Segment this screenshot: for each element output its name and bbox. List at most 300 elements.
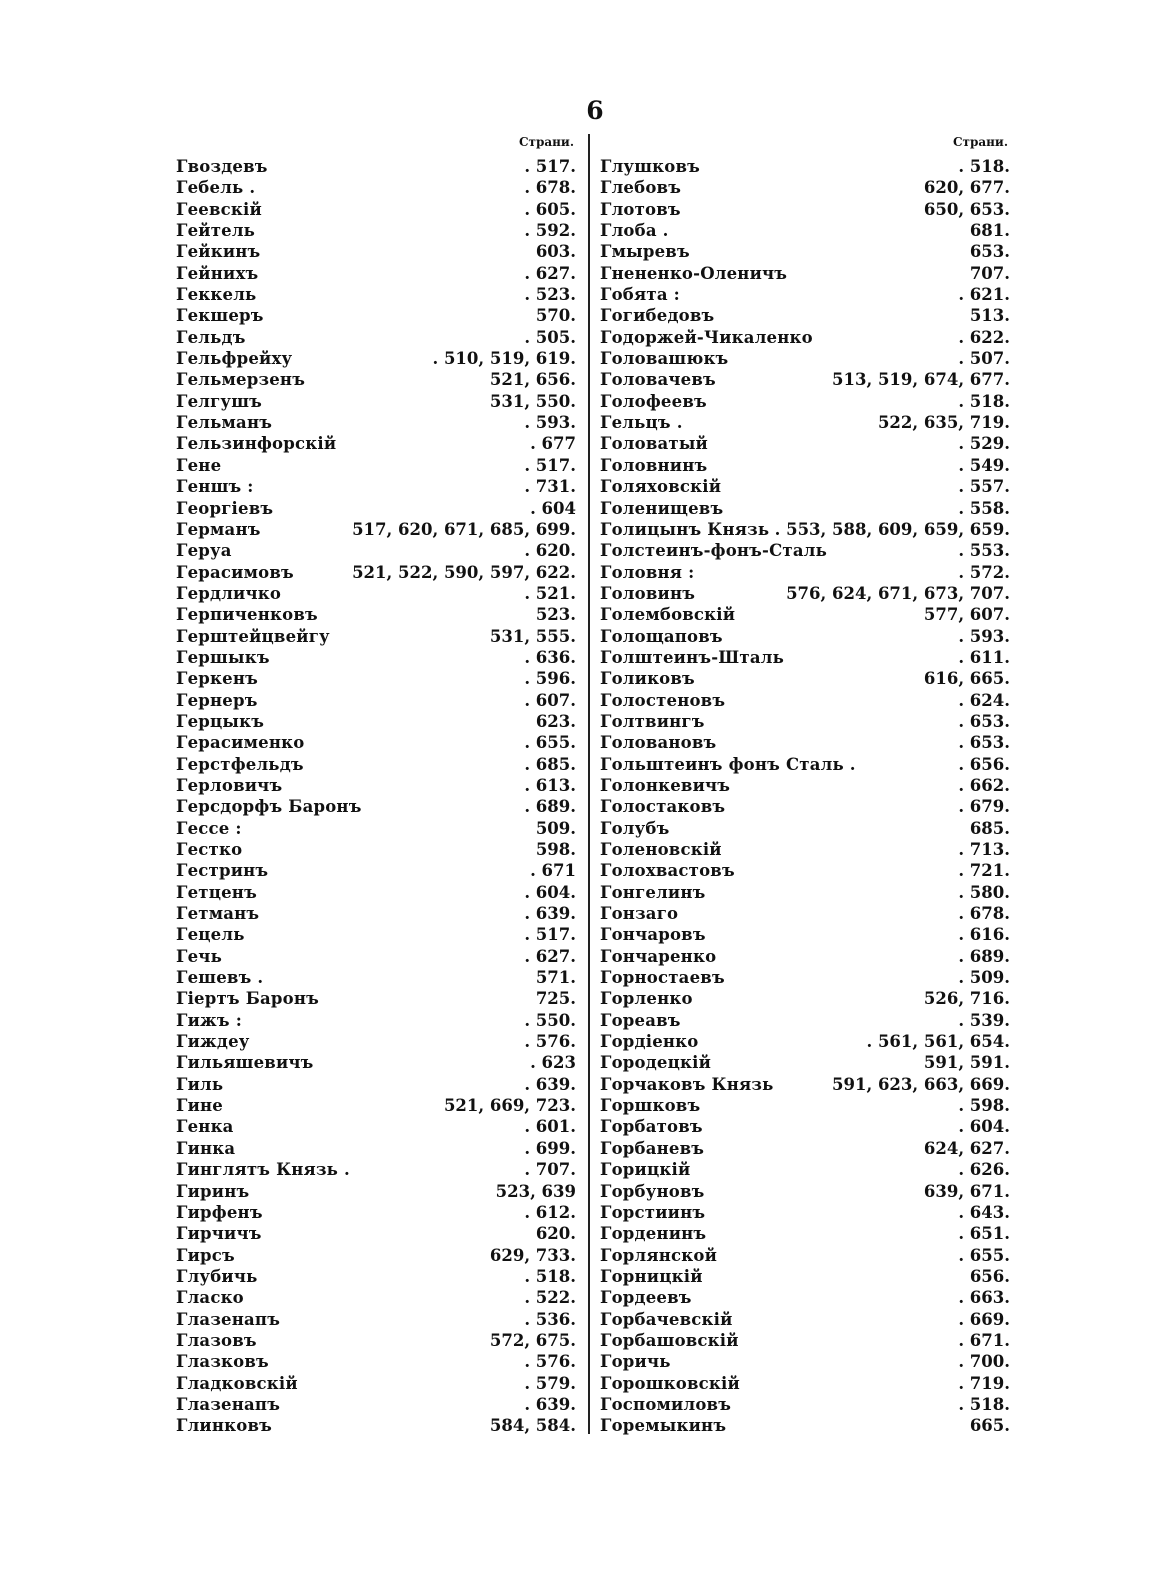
entry-name: Горемыкинъ: [600, 1416, 727, 1436]
entry-pages: . 643.: [958, 1202, 1010, 1222]
index-entry: [600, 1074, 1010, 1095]
entry-name: Гестринъ: [176, 861, 269, 881]
entry-name: Герловичъ: [176, 775, 283, 795]
index-entry: [176, 519, 576, 540]
entry-pages: . 731.: [524, 477, 576, 497]
entry-pages: . 529.: [958, 434, 1010, 454]
index-entry: [176, 1394, 576, 1415]
entry-pages: . 669.: [958, 1309, 1010, 1329]
index-entry: [600, 433, 1010, 454]
index-entry: [176, 1309, 576, 1330]
entry-name: Головинъ: [600, 583, 696, 603]
entry-name: Горлянской: [600, 1245, 718, 1265]
entry-name: Голштеинъ-Шталь: [600, 647, 784, 667]
index-entry: [176, 1223, 576, 1244]
index-entry: [600, 690, 1010, 711]
entry-name: Годоржей-Чикаленко: [600, 327, 813, 347]
entry-pages: 620.: [535, 1224, 576, 1244]
entry-pages: 591, 623, 663, 669.: [832, 1074, 1010, 1094]
entry-pages: . 561, 561, 654.: [866, 1032, 1010, 1052]
index-entry: [176, 391, 576, 412]
index-entry: [600, 1245, 1010, 1266]
entry-pages: . 677: [530, 434, 576, 454]
index-entry: [176, 1116, 576, 1137]
entry-pages: . 719.: [958, 1373, 1010, 1393]
entry-pages: . 689.: [524, 797, 576, 817]
index-entry: [176, 1245, 576, 1266]
entry-pages: 584, 584.: [489, 1416, 576, 1436]
entry-name: Герпиченковъ: [176, 605, 318, 625]
entry-pages: 521, 522, 590, 597, 622.: [352, 562, 576, 582]
index-entry: [600, 1394, 1010, 1415]
index-entry: [176, 177, 576, 198]
index-entry: [600, 305, 1010, 326]
entry-pages: 650, 653.: [923, 199, 1010, 219]
entry-name: Горбашовскій: [600, 1330, 739, 1350]
entry-pages: . 604.: [524, 882, 576, 902]
index-entry: [600, 220, 1010, 241]
entry-name: Гельманъ: [176, 413, 273, 433]
entry-pages: . 655.: [524, 733, 576, 753]
entry-name: Головашюкъ: [600, 349, 729, 369]
entry-pages: . 550.: [524, 1010, 576, 1030]
entry-pages: . 685.: [524, 754, 576, 774]
index-entry: [600, 1052, 1010, 1073]
entry-name: Гейнихъ: [176, 263, 259, 283]
entry-pages: . 509.: [958, 968, 1010, 988]
index-entry: [600, 946, 1010, 967]
entry-name: Гейкинъ: [176, 242, 261, 262]
index-entry: [176, 1266, 576, 1287]
entry-name: Гельцъ .: [600, 413, 683, 433]
index-entry: [600, 156, 1010, 177]
entry-name: Гине: [176, 1096, 224, 1116]
entry-name: Гончаровъ: [600, 925, 706, 945]
entry-name: Глушковъ: [600, 157, 700, 176]
entry-name: Глоба .: [600, 221, 669, 241]
entry-pages: . 627.: [524, 263, 576, 283]
entry-name: Гелгушъ: [176, 391, 262, 411]
entry-name: Глазковъ: [176, 1352, 269, 1372]
entry-name: Геккель: [176, 285, 257, 305]
entry-pages: 521, 669, 723.: [443, 1096, 576, 1116]
entry-pages: 656.: [969, 1266, 1010, 1286]
entry-pages: 571.: [535, 968, 576, 988]
index-entry: [600, 1287, 1010, 1308]
entry-pages: . 576.: [524, 1352, 576, 1372]
entry-name: Горстиинъ: [600, 1202, 706, 1222]
entry-pages: 603.: [535, 242, 576, 262]
entry-pages: . 639.: [524, 1394, 576, 1414]
entry-name: Гершыкъ: [176, 647, 270, 667]
entry-pages: . 636.: [524, 647, 576, 667]
entry-pages: . 613.: [524, 775, 576, 795]
index-entry: [600, 348, 1010, 369]
index-entry: [176, 839, 576, 860]
entry-name: Голстеинъ-фонъ-Сталь: [600, 541, 827, 561]
entry-pages: . 663.: [958, 1288, 1010, 1308]
index-entry: [600, 498, 1010, 519]
index-entry: [600, 412, 1010, 433]
entry-name: Голенищевъ: [600, 498, 724, 518]
index-entry: [176, 220, 576, 241]
entry-name: Гейтель: [176, 221, 256, 241]
entry-name: Горденинъ: [600, 1224, 707, 1244]
entry-pages: . 507.: [958, 349, 1010, 369]
index-entry: [600, 604, 1010, 625]
entry-name: Герштейцвейгу: [176, 626, 330, 646]
entry-pages: . 593.: [524, 413, 576, 433]
entry-pages: . 607.: [524, 690, 576, 710]
index-entry: [600, 903, 1010, 924]
entry-pages: . 622.: [958, 327, 1010, 347]
entry-pages: . 627.: [524, 946, 576, 966]
page-number: 6: [586, 96, 604, 125]
entry-name: Горичь: [600, 1352, 671, 1372]
entry-pages: . 605.: [524, 199, 576, 219]
entry-name: Гернеръ: [176, 690, 258, 710]
entry-pages: . 651.: [958, 1224, 1010, 1244]
entry-pages: . 517.: [524, 925, 576, 945]
index-entry: [600, 241, 1010, 262]
index-entry: [600, 754, 1010, 775]
index-entry: [176, 156, 576, 177]
entry-pages: . 592.: [524, 221, 576, 241]
entry-pages: . 678.: [958, 904, 1010, 924]
entry-name: Горностаевъ: [600, 968, 725, 988]
entry-pages: . 604.: [958, 1117, 1010, 1137]
entry-name: Герсдорфъ Баронъ: [176, 797, 362, 817]
entry-name: Геншъ :: [176, 477, 254, 497]
entry-name: Гирсъ: [176, 1245, 235, 1265]
index-entry: [176, 412, 576, 433]
index-entry: [176, 369, 576, 390]
entry-pages: 522, 635, 719.: [877, 413, 1010, 433]
entry-name: Гельдъ: [176, 327, 246, 347]
index-entry: [600, 1116, 1010, 1137]
index-entry: [600, 369, 1010, 390]
index-entry: [176, 1031, 576, 1052]
index-entry: [176, 284, 576, 305]
index-entry: [176, 796, 576, 817]
entry-pages: 523, 639: [495, 1181, 576, 1201]
entry-name: Голицынъ Князь: [600, 519, 770, 539]
index-entry: [600, 540, 1010, 561]
index-entry: [176, 711, 576, 732]
index-entry: [600, 1181, 1010, 1202]
entry-pages: . 626.: [958, 1160, 1010, 1180]
entry-pages: . 616.: [958, 925, 1010, 945]
entry-name: Голембовскій: [600, 605, 736, 625]
entry-name: Гладковскій: [176, 1373, 298, 1393]
entry-name: Горшковъ: [600, 1096, 701, 1116]
entry-name: Гетманъ: [176, 904, 260, 924]
entry-pages: . 536.: [524, 1309, 576, 1329]
entry-pages: . 521.: [524, 583, 576, 603]
entry-pages: 521, 656.: [489, 370, 576, 390]
entry-name: Гордіенко: [600, 1032, 699, 1052]
entry-name: Головня :: [600, 562, 695, 582]
entry-name: Горицкій: [600, 1160, 691, 1180]
index-entry: [176, 690, 576, 711]
entry-name: Голубъ: [600, 818, 670, 838]
index-entry: [176, 732, 576, 753]
index-entry: [600, 882, 1010, 903]
entry-pages: . 510, 519, 619.: [432, 349, 576, 369]
entry-name: Гиждеу: [176, 1032, 250, 1052]
index-entry: [600, 562, 1010, 583]
index-entry: [176, 1287, 576, 1308]
index-entry: [176, 455, 576, 476]
entry-name: Голостаковъ: [600, 797, 726, 817]
entry-name: Горчаковъ Князь: [600, 1074, 774, 1094]
entry-name: Гонзаго: [600, 904, 679, 924]
index-entry: [176, 626, 576, 647]
entry-name: Гельзинфорскій: [176, 434, 337, 454]
index-entry: [176, 1010, 576, 1031]
index-column-right: [600, 128, 1010, 1437]
entry-name: Глотовъ: [600, 199, 681, 219]
entry-pages: 591, 591.: [923, 1053, 1010, 1073]
index-entry: [600, 1330, 1010, 1351]
entry-name: Гласко: [176, 1288, 244, 1308]
index-entry: [176, 562, 576, 583]
entry-pages: . 653.: [958, 711, 1010, 731]
entry-pages: . 699.: [524, 1138, 576, 1158]
index-entry: [176, 1373, 576, 1394]
index-entry: [600, 1159, 1010, 1180]
index-entry: [600, 1309, 1010, 1330]
index-entry: [600, 626, 1010, 647]
entry-name: Гердличко: [176, 583, 282, 603]
index-entry: [600, 1138, 1010, 1159]
index-entry: [176, 818, 576, 839]
entry-name: Гебель .: [176, 178, 256, 198]
entry-pages: . 655.: [958, 1245, 1010, 1265]
entry-pages: 639, 671.: [923, 1181, 1010, 1201]
index-entry: [600, 284, 1010, 305]
entry-pages: 526, 716.: [923, 989, 1010, 1009]
index-entry: [600, 647, 1010, 668]
index-entry: [600, 177, 1010, 198]
index-entry: [176, 583, 576, 604]
entry-name: Гіертъ Баронъ: [176, 989, 319, 1009]
index-entry: [600, 860, 1010, 881]
entry-name: Гиль: [176, 1074, 224, 1094]
entry-pages: . 518.: [524, 1266, 576, 1286]
entry-pages: 598.: [535, 840, 576, 859]
index-entry: [176, 860, 576, 881]
index-entry: [176, 647, 576, 668]
entry-name: Гессе :: [176, 818, 242, 838]
entry-name: Головнинъ: [600, 455, 708, 475]
index-entry: [600, 1415, 1010, 1436]
index-entry: [600, 732, 1010, 753]
entry-name: Глазенапъ: [176, 1394, 281, 1414]
entry-pages: 513, 519, 674, 677.: [832, 370, 1010, 390]
index-entry: [176, 604, 576, 625]
entry-name: Горбуновъ: [600, 1181, 705, 1201]
index-entry: [600, 1373, 1010, 1394]
index-entry: [176, 1159, 576, 1180]
index-entry: [176, 988, 576, 1009]
entry-name: Герасимовъ: [176, 562, 294, 582]
index-entry: [600, 1202, 1010, 1223]
entry-name: Голощаповъ: [600, 626, 723, 646]
entry-pages: . 721.: [958, 861, 1010, 881]
entry-pages: . 558.: [958, 498, 1010, 518]
index-entry: [176, 1138, 576, 1159]
entry-pages: . 624.: [958, 690, 1010, 710]
index-entry: [176, 1095, 576, 1116]
entry-name: Гирчичъ: [176, 1224, 262, 1244]
entry-name: Гордеевъ: [600, 1288, 692, 1308]
entry-pages: . 671.: [958, 1330, 1010, 1350]
entry-name: Глебовъ: [600, 178, 682, 198]
index-entry: [600, 1266, 1010, 1287]
entry-name: Голохвастовъ: [600, 861, 735, 881]
entry-pages: . 522.: [524, 1288, 576, 1308]
entry-name: Гечь: [176, 946, 222, 966]
entry-name: Гинглятъ Князь .: [176, 1160, 350, 1180]
index-entry: [176, 903, 576, 924]
index-entry: [176, 199, 576, 220]
entry-name: Германъ: [176, 519, 261, 539]
entry-name: Гонгелинъ: [600, 882, 706, 902]
entry-name: Герстфельдъ: [176, 754, 304, 774]
entry-name: Герцыкъ: [176, 711, 265, 731]
index-entry: [600, 583, 1010, 604]
entry-name: Гольштеинъ фонъ Сталь .: [600, 754, 856, 774]
entry-name: Гильяшевичъ: [176, 1053, 314, 1073]
entry-pages: . 596.: [524, 669, 576, 689]
entry-pages: . 553.: [958, 541, 1010, 561]
entry-name: Гончаренко: [600, 946, 717, 966]
entry-pages: 513.: [969, 306, 1010, 326]
entry-name: Головатый: [600, 434, 708, 454]
entry-pages: 620, 677.: [923, 178, 1010, 198]
entry-pages: 509.: [535, 818, 576, 838]
index-entry: [600, 796, 1010, 817]
entry-pages: 707.: [969, 263, 1010, 283]
index-entry: [176, 540, 576, 561]
entry-name: Глазенапъ: [176, 1309, 281, 1329]
entry-pages: . 700.: [958, 1352, 1010, 1372]
index-entry: [600, 988, 1010, 1009]
entry-pages: . 656.: [958, 754, 1010, 774]
entry-name: Госпомиловъ: [600, 1394, 732, 1414]
entry-name: Гельмерзенъ: [176, 370, 306, 390]
entry-name: Герасименко: [176, 733, 305, 753]
entry-name: Гнененко-Оленичъ: [600, 263, 788, 283]
entry-pages: . 517.: [524, 157, 576, 176]
index-entry: [600, 818, 1010, 839]
entry-name: Горбаневъ: [600, 1138, 705, 1158]
entry-pages: . 517.: [524, 455, 576, 475]
entry-name: Гестко: [176, 840, 243, 859]
entry-pages: 570.: [535, 306, 576, 326]
entry-pages: . 505.: [524, 327, 576, 347]
entry-name: Головановъ: [600, 733, 717, 753]
index-entry: [176, 754, 576, 775]
entry-pages: 572, 675.: [489, 1330, 576, 1350]
index-entry: [600, 839, 1010, 860]
entry-name: Гирфенъ: [176, 1202, 263, 1222]
entry-name: Гетценъ: [176, 882, 257, 902]
entry-name: Голостеновъ: [600, 690, 726, 710]
entry-pages: . 604: [530, 498, 576, 518]
entry-pages: . 579.: [524, 1373, 576, 1393]
entry-name: Гинка: [176, 1138, 236, 1158]
entry-pages: . 611.: [958, 647, 1010, 667]
entry-name: Глинковъ: [176, 1416, 272, 1436]
column-header: Страни.: [952, 135, 1008, 149]
entry-name: Гижъ :: [176, 1010, 242, 1030]
index-entry: [176, 924, 576, 945]
column-header: Страни.: [518, 135, 574, 149]
entry-name: Гельфрейху: [176, 349, 293, 369]
index-entry: [176, 668, 576, 689]
index-entry: [600, 924, 1010, 945]
entry-pages: . 553, 588, 609, 659, 659.: [774, 519, 1010, 539]
entry-pages: . 678.: [524, 178, 576, 198]
entry-list: [176, 156, 576, 1437]
entry-pages: 685.: [969, 818, 1010, 838]
index-entry: [600, 1095, 1010, 1116]
column-divider: [588, 134, 590, 1434]
entry-pages: . 689.: [958, 946, 1010, 966]
entry-pages: . 593.: [958, 626, 1010, 646]
index-entry: [600, 327, 1010, 348]
entry-name: Голофеевъ: [600, 391, 707, 411]
entry-pages: . 653.: [958, 733, 1010, 753]
entry-pages: . 557.: [958, 477, 1010, 497]
index-entry: [176, 1415, 576, 1436]
index-entry: [600, 1010, 1010, 1031]
entry-pages: 531, 555.: [489, 626, 576, 646]
entry-name: Голяховскій: [600, 477, 722, 497]
index-entry: [600, 1223, 1010, 1244]
index-entry: [600, 775, 1010, 796]
index-entry: [600, 668, 1010, 689]
entry-name: Геевскій: [176, 199, 262, 219]
index-entry: [176, 1202, 576, 1223]
index-entry: [176, 1330, 576, 1351]
entry-pages: . 598.: [958, 1096, 1010, 1116]
entry-pages: 517, 620, 671, 685, 699.: [352, 519, 576, 539]
entry-name: Гогибедовъ: [600, 306, 715, 326]
index-entry: [600, 967, 1010, 988]
entry-name: Городецкій: [600, 1053, 712, 1073]
entry-pages: . 623: [530, 1053, 576, 1073]
entry-pages: . 572.: [958, 562, 1010, 582]
entry-pages: . 707.: [524, 1160, 576, 1180]
entry-pages: 576, 624, 671, 673, 707.: [786, 583, 1010, 603]
entry-name: Гиринъ: [176, 1181, 250, 1201]
entry-pages: . 518.: [958, 391, 1010, 411]
entry-name: Горошковскій: [600, 1373, 740, 1393]
index-entry: [600, 391, 1010, 412]
entry-pages: 577, 607.: [923, 605, 1010, 625]
entry-name: Гвоздевъ: [176, 157, 268, 176]
entry-pages: 523.: [535, 605, 576, 625]
index-entry: [176, 1181, 576, 1202]
index-entry: [176, 967, 576, 988]
index-column-left: [176, 128, 576, 1437]
index-entry: [600, 1351, 1010, 1372]
entry-pages: . 576.: [524, 1032, 576, 1052]
entry-name: Горбачевскій: [600, 1309, 733, 1329]
